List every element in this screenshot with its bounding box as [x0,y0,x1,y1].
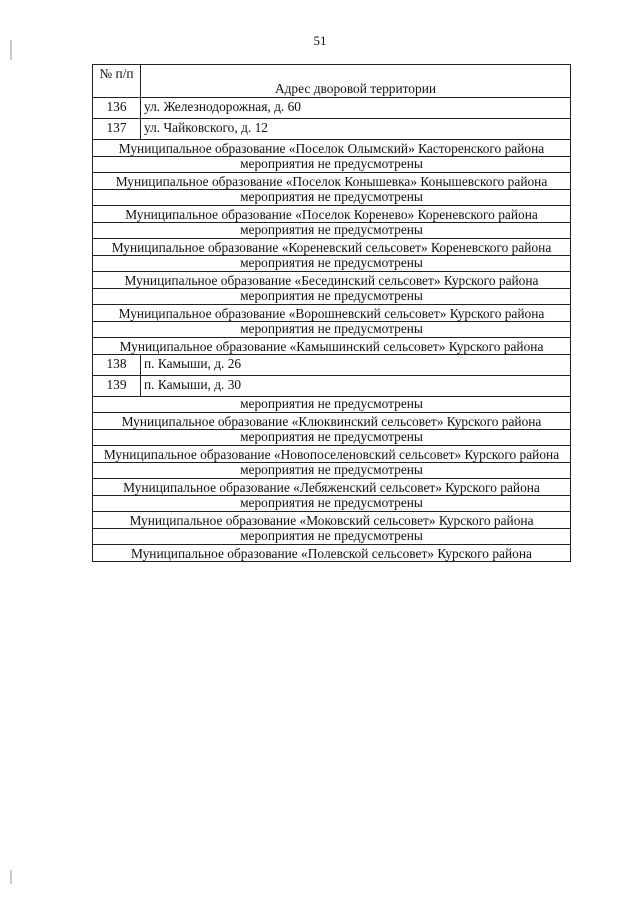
municipality-heading-row [93,413,571,430]
row-number: 136 [93,98,141,119]
no-measures-note: мероприятия не предусмотрены [93,397,571,413]
municipality-heading: Муниципальное образование «Поселок Коренево» Кореневского района [93,206,571,223]
municipality-heading: Муниципальное образование «Полевской сельсовет» Курского района [93,545,571,562]
municipality-heading: Муниципальное образование «Новопоселеновский сельсовет» Курского района [93,446,571,463]
scan-edge-mark [10,870,12,884]
table-row [93,119,571,140]
municipality-heading-row [93,479,571,496]
no-measures-row [93,463,571,479]
municipality-heading-row [93,206,571,223]
no-measures-note: мероприятия не предусмотрены [93,322,571,338]
table-row [93,355,571,376]
row-address: п. Камыши, д. 30 [141,376,571,397]
header-address: Адрес дворовой территории [141,65,571,98]
municipality-heading: Муниципальное образование «Клюквинский сельсовет» Курского района [93,413,571,430]
page-number: 51 [313,33,327,48]
municipality-heading: Муниципальное образование «Моковский сельсовет» Курского района [93,512,571,529]
table-header-row [93,65,571,98]
no-measures-row [93,289,571,305]
table-body [93,98,571,562]
municipality-heading-row [93,338,571,355]
municipality-heading-row [93,305,571,322]
no-measures-row [93,529,571,545]
municipality-heading: Муниципальное образование «Поселок Конышевка» Конышевского района [93,173,571,190]
municipality-heading: Муниципальное образование «Ворошневский сельсовет» Курского района [93,305,571,322]
municipality-heading-row [93,140,571,157]
row-address: ул. Железнодорожная, д. 60 [141,98,571,119]
no-measures-row [93,256,571,272]
no-measures-row [93,223,571,239]
municipality-heading: Муниципальное образование «Лебяженский сельсовет» Курского района [93,479,571,496]
table-row [93,376,571,397]
address-table [92,64,571,562]
municipality-heading-row [93,446,571,463]
no-measures-note: мероприятия не предусмотрены [93,157,571,173]
no-measures-note: мероприятия не предусмотрены [93,496,571,512]
row-number: 138 [93,355,141,376]
row-number: 139 [93,376,141,397]
row-address: ул. Чайковского, д. 12 [141,119,571,140]
municipality-heading: Муниципальное образование «Кореневский сельсовет» Кореневского района [93,239,571,256]
municipality-heading-row [93,239,571,256]
municipality-heading: Муниципальное образование «Поселок Олымский» Касторенского района [93,140,571,157]
no-measures-row [93,397,571,413]
municipality-heading-row [93,272,571,289]
no-measures-note: мероприятия не предусмотрены [93,190,571,206]
municipality-heading-row [93,512,571,529]
row-number: 137 [93,119,141,140]
municipality-heading: Муниципальное образование «Камышинский сельсовет» Курского района [93,338,571,355]
row-address: п. Камыши, д. 26 [141,355,571,376]
table-row [93,98,571,119]
no-measures-row [93,496,571,512]
no-measures-row [93,430,571,446]
no-measures-note: мероприятия не предусмотрены [93,430,571,446]
municipality-heading-row [93,173,571,190]
municipality-heading: Муниципальное образование «Бесединский сельсовет» Курского района [93,272,571,289]
no-measures-row [93,322,571,338]
no-measures-note: мероприятия не предусмотрены [93,256,571,272]
no-measures-note: мероприятия не предусмотрены [93,463,571,479]
no-measures-row [93,157,571,173]
no-measures-note: мероприятия не предусмотрены [93,529,571,545]
municipality-heading-row [93,545,571,562]
header-number: № п/п [93,65,141,98]
no-measures-note: мероприятия не предусмотрены [93,223,571,239]
no-measures-row [93,190,571,206]
no-measures-note: мероприятия не предусмотрены [93,289,571,305]
